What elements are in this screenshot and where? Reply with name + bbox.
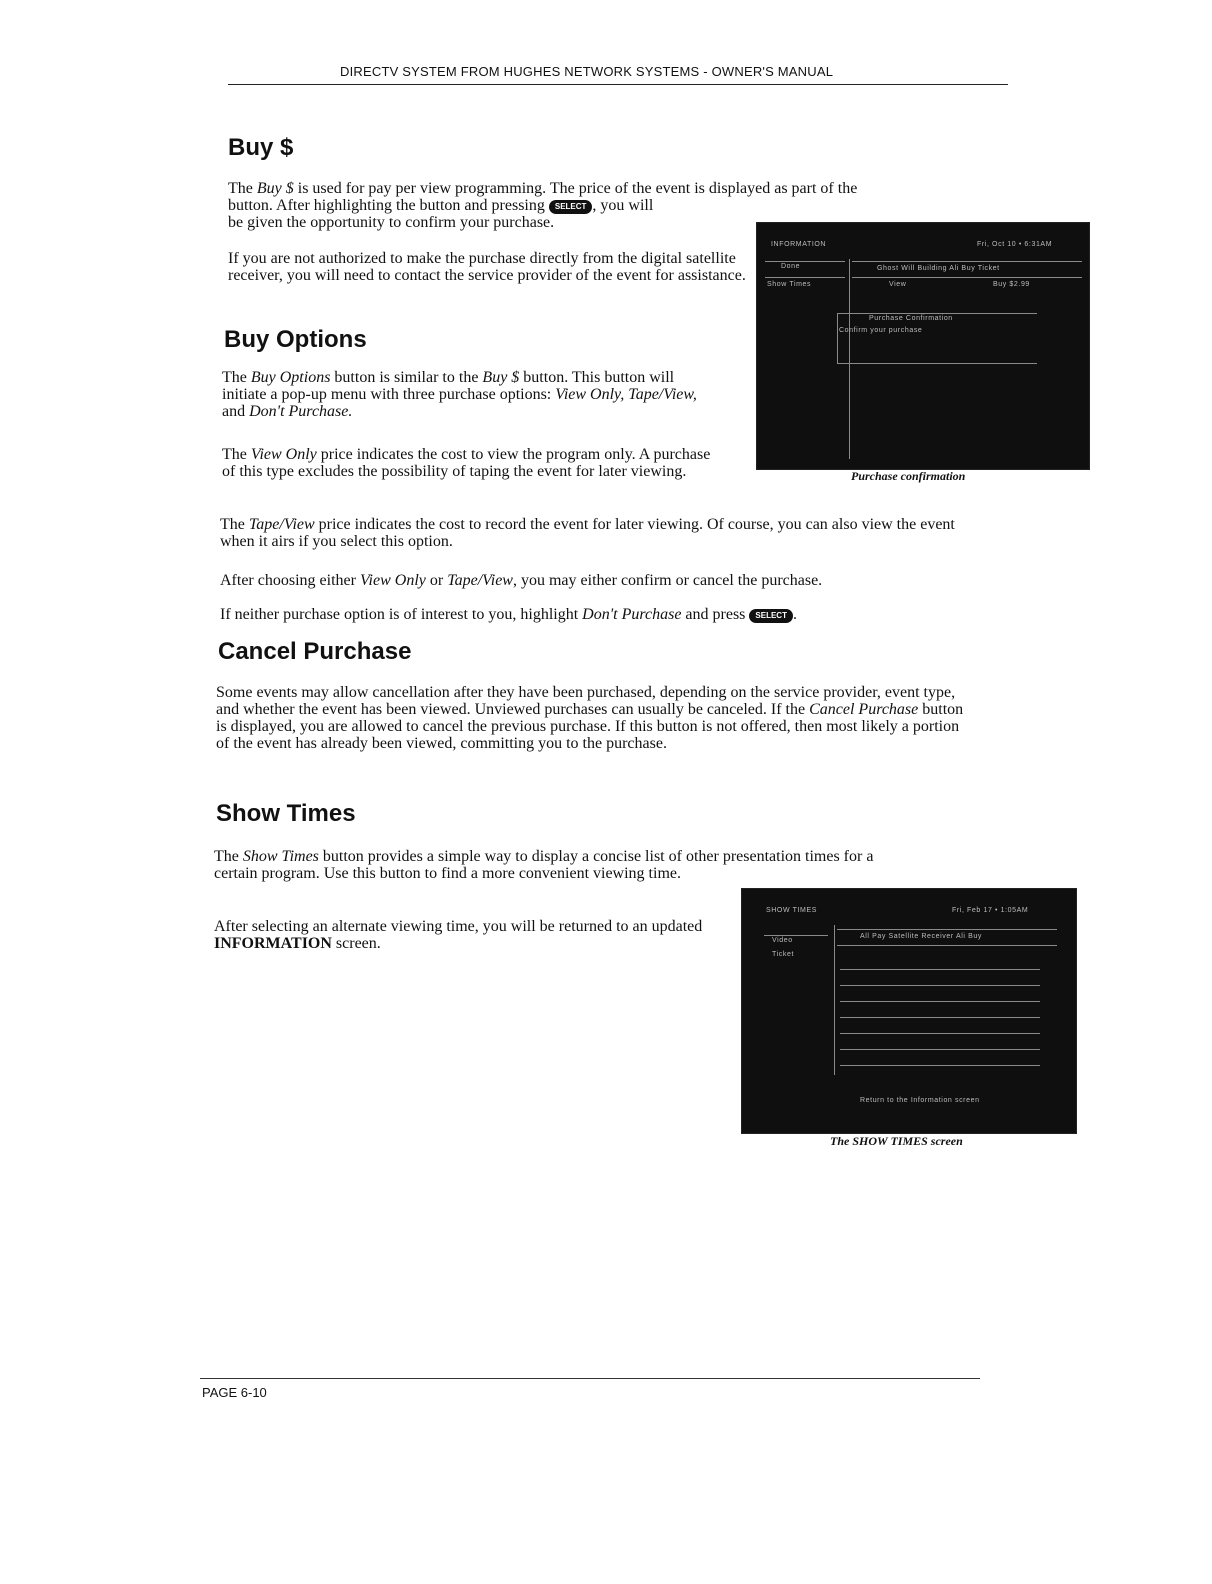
- buy-paragraph-2: If you are not authorized to make the purchase directly from the digital satellite receiver, you will need to contact the service provider of the event for assistance.: [228, 250, 746, 284]
- screen-ticket-button: Ticket: [772, 951, 795, 958]
- screen-popup-line: Confirm your purchase: [839, 327, 923, 334]
- footer-rule: [200, 1378, 980, 1379]
- screen-datetime: Fri, Feb 17 • 1:05AM: [952, 907, 1029, 914]
- page-number: PAGE 6-10: [202, 1385, 267, 1400]
- heading-buy: Buy $: [228, 134, 294, 161]
- screen-event-row: Ghost Will Building Ali Buy Ticket: [877, 265, 1000, 272]
- caption-purchase-confirmation: Purchase confirmation: [851, 469, 966, 483]
- caption-show-times-screen: The SHOW TIMES screen: [830, 1134, 963, 1148]
- screen-buy-button: Buy $2.99: [993, 281, 1030, 288]
- purchase-confirmation-screenshot: [756, 222, 1090, 470]
- buy-options-paragraph-2: The View Only price indicates the cost to view the program only. A purchase of this type excludes the possibility of taping the event for later viewing.: [222, 446, 711, 480]
- screen-footer-text: Return to the Information screen: [860, 1097, 980, 1104]
- header-rule: [228, 84, 1008, 85]
- running-header: DIRECTV SYSTEM FROM HUGHES NETWORK SYSTEMS - OWNER'S MANUAL: [340, 64, 834, 79]
- buy-options-paragraph-3: The Tape/View price indicates the cost to record the event for later viewing. Of course, you can also view the event when it airs if you select this option.: [220, 516, 955, 550]
- show-times-paragraph-1: The Show Times button provides a simple way to display a concise list of other presentation times for a: [214, 848, 874, 865]
- heading-show-times: Show Times: [216, 800, 356, 827]
- screen-datetime: Fri, Oct 10 • 6:31AM: [977, 241, 1053, 248]
- heading-buy-options: Buy Options: [224, 326, 367, 353]
- screen-video-button: Video: [772, 937, 793, 944]
- screen-title: SHOW TIMES: [766, 907, 817, 914]
- buy-paragraph-1: The Buy $ is used for pay per view programming. The price of the event is displayed as part of the: [228, 180, 858, 197]
- screen-popup-title: Purchase Confirmation: [869, 315, 953, 322]
- select-button-icon: SELECT: [749, 609, 793, 623]
- buy-paragraph-1-end: be given the opportunity to confirm your purchase.: [228, 214, 555, 231]
- screen-show-times-button: Show Times: [767, 281, 812, 288]
- buy-paragraph-1-cont: button. After highlighting the button and pressing SELECT , you will: [228, 197, 654, 214]
- select-button-icon: SELECT: [549, 200, 593, 214]
- heading-cancel-purchase: Cancel Purchase: [218, 638, 412, 665]
- screen-title: INFORMATION: [771, 241, 827, 248]
- show-times-screenshot: [741, 888, 1077, 1134]
- buy-options-paragraph-1: The Buy Options button is similar to the Buy $ button. This button will initiate a pop-up menu with three purchase options: View Only, Tape/View, and Don't Purchase.: [222, 369, 697, 420]
- screen-event-row: All Pay Satellite Receiver Ali Buy: [860, 933, 982, 940]
- screen-done-button: Done: [781, 263, 801, 270]
- buy-options-paragraph-5: If neither purchase option is of interest to you, highlight Don't Purchase and press SELECT .: [220, 606, 797, 623]
- screen-view-button: View: [889, 281, 907, 288]
- show-times-paragraph-1-cont: certain program. Use this button to find a more convenient viewing time.: [214, 865, 681, 882]
- cancel-purchase-paragraph: Some events may allow cancellation after they have been purchased, depending on the service provider, event type, and whether the event has been viewed. Unviewed purchases can usually be canceled. If the Cancel Purchase button is displayed, you are allowed to cancel the previous purchase. If this button is not offered, then most likely a portion of the event has already been viewed, committing you to the purchase.: [216, 684, 964, 752]
- buy-options-paragraph-4: After choosing either View Only or Tape/View, you may either confirm or cancel the purchase.: [220, 572, 823, 589]
- show-times-paragraph-2: After selecting an alternate viewing time, you will be returned to an updated INFORMATION screen.: [214, 918, 703, 952]
